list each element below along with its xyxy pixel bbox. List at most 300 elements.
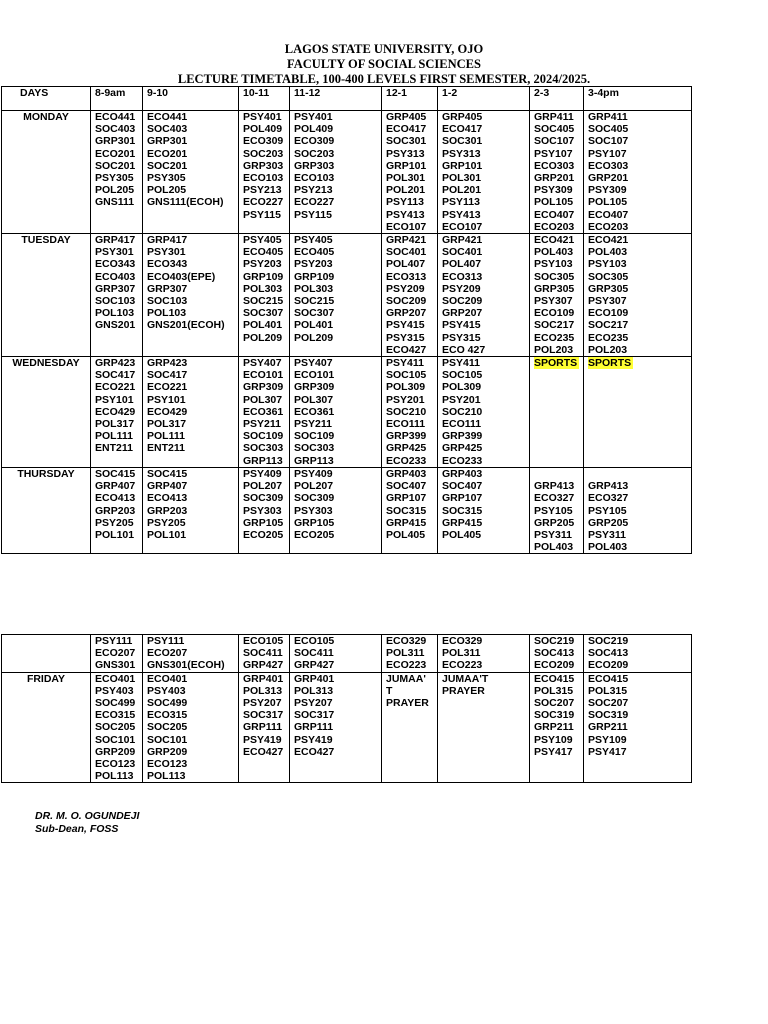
course-code: SOC499: [147, 697, 188, 710]
day-label: TUESDAY: [2, 234, 91, 357]
course-code: SOC219: [588, 635, 629, 647]
course-code: GRP205: [588, 516, 629, 529]
course-code: ECO201: [95, 147, 136, 160]
course-code: GRP421: [386, 234, 427, 247]
timetable-cell: [438, 672, 530, 783]
course-code: SOC415: [95, 467, 136, 480]
course-code: SOC105: [386, 369, 427, 382]
timetable-cell: [382, 234, 438, 357]
course-code: JUMAA': [386, 672, 426, 685]
course-code: ECO103: [243, 172, 284, 185]
course-code: SOC305: [534, 270, 575, 283]
course-code: PSY417: [588, 745, 627, 758]
course-code: GRP309: [294, 381, 335, 394]
course-code: JUMAA'T: [442, 672, 489, 685]
course-code: [588, 468, 691, 480]
course-code: SOC210: [386, 405, 427, 418]
course-code: PSY307: [534, 295, 573, 308]
course-code: ECO407: [588, 208, 629, 221]
course-code: SOC319: [588, 709, 629, 722]
course-code: POL401: [243, 319, 283, 332]
course-code: PSY205: [95, 516, 134, 529]
timetable-cell: [382, 111, 438, 234]
course-code: SOC201: [95, 159, 136, 172]
course-code: POL201: [386, 184, 426, 197]
course-code: PSY419: [294, 733, 333, 746]
course-code: PSY403: [95, 684, 134, 697]
course-code: SOC319: [534, 709, 575, 722]
course-code: GRP405: [442, 111, 483, 123]
course-code: SOC499: [95, 697, 136, 710]
timetable-cell: [382, 357, 438, 468]
course-code: SOC403: [147, 123, 188, 136]
course-code: ECO105: [243, 635, 284, 647]
course-code: GRP205: [534, 516, 575, 529]
course-code: POL309: [386, 381, 426, 394]
timetable-cell: [239, 357, 290, 468]
course-code: POL307: [294, 393, 334, 406]
course-code: PSY309: [588, 184, 627, 197]
day-label: THURSDAY: [2, 467, 91, 553]
course-code: GRP421: [442, 234, 483, 247]
course-code: ECO303: [588, 159, 629, 172]
course-code: GRP425: [386, 442, 427, 455]
course-code: ECO441: [147, 111, 188, 123]
course-code: ECO101: [243, 369, 284, 382]
course-code: POL311: [442, 647, 481, 660]
course-code: GRP203: [95, 504, 136, 517]
course-code: PSY103: [534, 258, 573, 271]
timetable-continued-body: [2, 635, 692, 783]
course-code: PSY213: [243, 184, 282, 197]
course-code: [534, 468, 583, 480]
course-code: PSY415: [442, 319, 481, 332]
course-code: GRP201: [588, 172, 629, 185]
course-code: SOC209: [386, 295, 427, 308]
course-code: SOC203: [294, 147, 335, 160]
course-code: SOC315: [386, 504, 427, 517]
course-code: POL407: [386, 258, 426, 271]
course-code: SOC101: [95, 733, 136, 746]
course-code: GRP203: [147, 504, 188, 517]
course-code: SOC407: [442, 480, 483, 493]
course-code: ECO327: [588, 492, 629, 505]
course-code: PSY101: [95, 393, 134, 406]
timetable-cell: [584, 635, 692, 673]
course-code: GRP423: [95, 357, 136, 370]
course-code: POL203: [588, 343, 628, 356]
course-code: PSY301: [95, 246, 134, 259]
course-code: PSY407: [294, 357, 333, 370]
course-code: POL409: [294, 123, 334, 136]
course-code: ECO111: [442, 418, 482, 431]
course-code: ECO203: [588, 220, 629, 233]
course-code: PSY305: [147, 172, 186, 185]
course-code: POL105: [588, 196, 628, 209]
course-code: ECO 427: [442, 343, 486, 356]
course-code: PSY315: [442, 331, 481, 344]
course-code: GNS301(ECOH): [147, 659, 225, 672]
course-code: PSY401: [294, 111, 333, 123]
course-code: PSY311: [588, 528, 626, 541]
course-code: ECO361: [243, 405, 284, 418]
course-code: GRP405: [386, 111, 427, 123]
course-code: GRP201: [534, 172, 575, 185]
timetable-cell: [530, 635, 584, 673]
course-code: ECO233: [386, 454, 427, 467]
day-label: WEDNESDAY: [2, 357, 91, 468]
course-code: ECO205: [294, 528, 335, 541]
course-code: GRP403: [386, 467, 427, 480]
course-code: SOC303: [243, 442, 284, 455]
course-code: GRP413: [534, 480, 575, 493]
timetable-cell: [530, 234, 584, 357]
timetable-cell: [290, 672, 382, 783]
course-code: ECO361: [294, 405, 335, 418]
course-code: GRP403: [442, 467, 483, 480]
course-code: ECO207: [147, 647, 188, 660]
course-code: SOC301: [442, 135, 483, 148]
course-code: POL313: [243, 684, 283, 697]
course-code: PSY405: [243, 234, 282, 247]
course-code: ECO309: [294, 135, 335, 148]
course-code: PSY113: [386, 196, 424, 209]
signature-block: [35, 810, 139, 836]
course-code: PSY411: [442, 357, 480, 370]
course-code: GNS111(ECOH): [147, 196, 224, 209]
course-code: GRP211: [534, 721, 574, 734]
timetable-cell: [91, 111, 143, 234]
course-code: GRP209: [147, 745, 188, 758]
course-code: PSY313: [386, 147, 425, 160]
course-code: POL317: [147, 418, 187, 431]
course-code: SOC219: [534, 635, 575, 647]
timetable-cell: [143, 234, 239, 357]
course-code: ECO417: [386, 123, 427, 136]
course-code: ECO403: [95, 270, 136, 283]
course-code: POL111: [147, 430, 185, 443]
day-label: [2, 635, 91, 673]
course-code: SPORTS: [534, 357, 578, 370]
course-code: POL315: [534, 684, 574, 697]
course-code: GRP211: [588, 721, 628, 734]
day-row: [2, 111, 692, 234]
course-code: ECO401: [147, 672, 188, 685]
course-code: GRP101: [442, 159, 483, 172]
timetable-cell: [382, 672, 438, 783]
day-row: [2, 467, 692, 553]
course-code: PSY105: [534, 504, 573, 517]
course-code: SOC215: [294, 295, 335, 308]
course-code: SOC415: [147, 467, 188, 480]
course-code: SOC413: [534, 647, 575, 660]
col-header-2-3: 2-3: [530, 87, 584, 111]
course-code: GRP423: [147, 357, 188, 370]
timetable-cell: [530, 357, 584, 468]
course-code: POL409: [243, 123, 283, 136]
course-code: PSY315: [386, 331, 425, 344]
course-code: ECO207: [95, 647, 136, 660]
course-code: PSY409: [294, 467, 333, 480]
timetable-cell: [239, 635, 290, 673]
timetable-cell: [584, 357, 692, 468]
course-code: SOC217: [588, 319, 629, 332]
course-code: POL103: [95, 307, 135, 320]
course-code: ECO421: [534, 234, 575, 247]
course-code: SOC317: [294, 709, 335, 722]
course-code: ECO343: [95, 258, 136, 271]
course-code: ECO221: [147, 381, 188, 394]
course-code: SPORTS: [588, 357, 632, 370]
timetable-cell: [438, 357, 530, 468]
col-header-days: DAYS: [2, 87, 91, 111]
course-code: GRP109: [243, 270, 284, 283]
course-code: POL205: [147, 184, 187, 197]
course-code: SOC309: [294, 492, 335, 505]
course-code: ECO123: [95, 758, 136, 771]
col-header-12-1: 12-1: [382, 87, 438, 111]
course-code: SOC210: [442, 405, 483, 418]
course-code: PSY205: [147, 516, 186, 529]
course-code: GRP301: [95, 135, 136, 148]
course-code: ECO209: [534, 659, 575, 672]
timetable-title: LECTURE TIMETABLE, 100-400 LEVELS FIRST SEMESTER, 2024/2025.: [177, 72, 591, 86]
day-row: [2, 234, 692, 357]
course-code: GRP305: [588, 282, 629, 295]
course-code: ECO315: [95, 709, 136, 722]
course-code: PSY113: [442, 196, 480, 209]
course-code: POL209: [294, 331, 334, 344]
timetable-cell: [239, 467, 290, 553]
course-code: PSY201: [442, 393, 481, 406]
course-code: PSY413: [442, 208, 481, 221]
course-code: PSY307: [588, 295, 627, 308]
course-code: ECO107: [386, 220, 427, 233]
course-code: POL303: [294, 282, 334, 295]
course-code: ECO309: [243, 135, 284, 148]
course-code: ECO233: [442, 454, 483, 467]
course-code: ECO111: [386, 418, 426, 431]
course-code: SOC109: [243, 430, 284, 443]
course-code: PSY305: [95, 172, 134, 185]
course-code: GRP207: [386, 307, 427, 320]
course-code: PSY101: [147, 393, 186, 406]
course-code: GRP413: [588, 480, 629, 493]
course-code: PSY309: [534, 184, 573, 197]
course-code: ECO209: [588, 659, 629, 672]
timetable-cell: [91, 467, 143, 553]
timetable-cell: [438, 467, 530, 553]
course-code: POL407: [442, 258, 482, 271]
course-code: SOC405: [534, 123, 575, 136]
course-code: POL207: [294, 480, 334, 493]
course-code: ECO429: [95, 405, 136, 418]
course-code: ECO101: [294, 369, 335, 382]
course-code: SOC205: [95, 721, 136, 734]
course-code: GRP305: [534, 282, 575, 295]
course-code: GRP415: [386, 516, 427, 529]
timetable-cell: [143, 357, 239, 468]
timetable-cell: [290, 635, 382, 673]
course-code: PSY213: [294, 184, 333, 197]
timetable-cell: [143, 467, 239, 553]
course-code: PSY413: [386, 208, 425, 221]
course-code: PSY201: [386, 393, 425, 406]
course-code: GRP107: [386, 492, 427, 505]
course-code: GRP303: [294, 159, 335, 172]
course-code: GNS111: [95, 196, 135, 209]
course-code: SOC107: [534, 135, 575, 148]
timetable-cell: [382, 467, 438, 553]
timetable-cell: [239, 111, 290, 234]
course-code: GRP111: [243, 721, 283, 734]
course-code: SOC205: [147, 721, 188, 734]
course-code: ECO427: [386, 343, 427, 356]
course-code: PSY111: [95, 635, 133, 647]
course-code: POL113: [95, 770, 134, 783]
course-code: POL309: [442, 381, 482, 394]
course-code: POL313: [294, 684, 334, 697]
course-code: SOC317: [243, 709, 284, 722]
course-code: SOC411: [294, 647, 334, 660]
course-code: SOC407: [386, 480, 427, 493]
course-code: GRP207: [442, 307, 483, 320]
timetable-cell: [290, 467, 382, 553]
col-header-3-4: 3-4pm: [584, 87, 692, 111]
course-code: ECO327: [534, 492, 575, 505]
course-code: SOC105: [442, 369, 483, 382]
course-code: POL101: [95, 528, 135, 541]
course-code: ECO109: [588, 307, 629, 320]
course-code: PSY111: [147, 635, 185, 647]
timetable-cell: [530, 111, 584, 234]
course-code: GRP411: [534, 111, 574, 123]
course-code: SOC401: [442, 246, 483, 259]
timetable-cell: [438, 635, 530, 673]
timetable-cell: [584, 467, 692, 553]
course-code: PSY107: [534, 147, 573, 160]
course-code: POL315: [588, 684, 628, 697]
course-code: POL405: [386, 528, 426, 541]
course-code: ECO109: [534, 307, 575, 320]
course-code: ECO315: [147, 709, 188, 722]
timetable-cell: [530, 467, 584, 553]
timetable-cell: [239, 234, 290, 357]
timetable-cell: [584, 672, 692, 783]
timetable-cell: [91, 357, 143, 468]
course-code: SOC401: [386, 246, 427, 259]
timetable-cell: [239, 672, 290, 783]
course-code: GRP109: [294, 270, 335, 283]
course-code: PSY303: [243, 504, 282, 517]
course-code: SOC207: [534, 697, 575, 710]
course-code: PSY105: [588, 504, 627, 517]
course-code: ECO235: [534, 331, 575, 344]
course-code: POL317: [95, 418, 135, 431]
course-code: PSY411: [386, 357, 424, 370]
course-code: PSY211: [294, 418, 332, 431]
course-code: SOC201: [147, 159, 188, 172]
course-code: PSY401: [243, 111, 282, 123]
course-code: GRP427: [294, 659, 335, 672]
course-code: PSY405: [294, 234, 333, 247]
course-code: PSY407: [243, 357, 282, 370]
course-code: ECO405: [243, 246, 284, 259]
timetable-continued: [1, 634, 692, 783]
university-title: LAGOS STATE UNIVERSITY, OJO: [284, 42, 484, 56]
course-code: ECO405: [294, 246, 335, 259]
course-code: ECO235: [588, 331, 629, 344]
course-code: POL403: [588, 541, 628, 554]
timetable-cell: [584, 111, 692, 234]
course-code: PSY203: [243, 258, 282, 271]
col-header-10-11: 10-11: [239, 87, 290, 111]
course-code: ECO329: [442, 635, 483, 647]
course-code: SOC307: [243, 307, 284, 320]
course-code: POL303: [243, 282, 283, 295]
course-code: ECO415: [534, 672, 575, 685]
course-code: GRP401: [294, 672, 335, 685]
day-row: [2, 635, 692, 673]
course-code: POL301: [442, 172, 482, 185]
course-code: SOC215: [243, 295, 284, 308]
course-code: GNS201: [95, 319, 136, 332]
course-code: PSY103: [588, 258, 627, 271]
course-code: ECO227: [243, 196, 284, 209]
timetable-cell: [290, 357, 382, 468]
course-code: PSY311: [534, 528, 572, 541]
course-code: SOC403: [95, 123, 136, 136]
course-code: PSY313: [442, 147, 481, 160]
course-code: ECO401: [95, 672, 136, 685]
course-code: POL203: [534, 343, 574, 356]
course-code: ECO417: [442, 123, 483, 136]
course-code: PRAYER: [442, 684, 485, 697]
course-code: SOC413: [588, 647, 629, 660]
course-code: SOC307: [294, 307, 335, 320]
course-code: PSY109: [534, 733, 573, 746]
course-code: T: [386, 684, 393, 697]
course-code: ECO421: [588, 234, 629, 247]
course-code: SOC103: [95, 295, 136, 308]
course-code: PSY115: [294, 208, 332, 221]
course-code: PSY415: [386, 319, 425, 332]
course-code: GRP105: [294, 516, 335, 529]
course-code: POL403: [534, 246, 574, 259]
course-code: ECO427: [243, 745, 284, 758]
course-code: SOC301: [386, 135, 427, 148]
course-code: GRP209: [95, 745, 136, 758]
course-code: POL201: [442, 184, 482, 197]
signatory-name: DR. M. O. OGUNDEJI: [35, 810, 140, 822]
col-header-9-10: 9-10: [143, 87, 239, 111]
course-code: SOC207: [588, 697, 629, 710]
course-code: ECO303: [534, 159, 575, 172]
course-code: SOC303: [294, 442, 335, 455]
course-code: PSY209: [442, 282, 481, 295]
course-code: PSY207: [243, 697, 282, 710]
course-code: SOC217: [534, 319, 575, 332]
course-code: PSY109: [588, 733, 627, 746]
course-code: SOC411: [243, 647, 283, 660]
course-code: GRP111: [294, 721, 334, 734]
course-code: PSY209: [386, 282, 425, 295]
course-code: POL401: [294, 319, 334, 332]
course-code: SOC417: [147, 369, 188, 382]
course-code: ECO329: [386, 635, 427, 647]
timetable-cell: [290, 234, 382, 357]
timetable-cell: [143, 635, 239, 673]
